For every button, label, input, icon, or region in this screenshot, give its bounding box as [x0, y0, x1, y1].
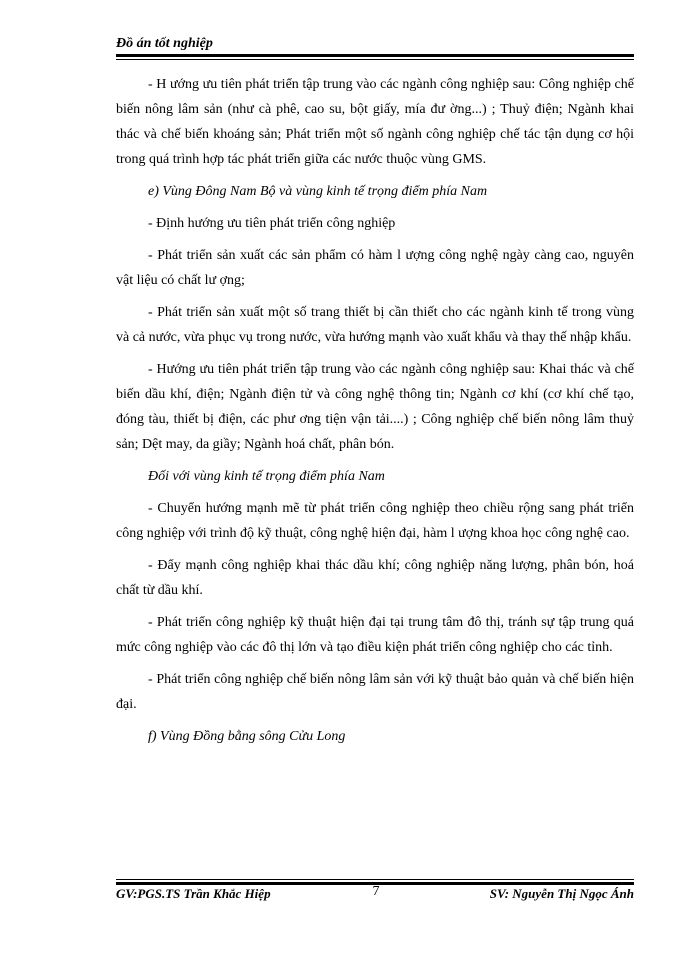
- paragraph: - Chuyển hướng mạnh mẽ từ phát triển công nghiệp theo chiều rộng sang phát triển công nghiệp với trình độ kỹ thuật, công nghệ hiện đại, hàm l ượng khoa học công nghệ cao.: [116, 501, 634, 541]
- paragraph: - Phát triển sản xuất các sản phẩm có hàm l ượng công nghệ ngày càng cao, nguyên vật liệu có chất lư ợng;: [116, 248, 634, 288]
- paragraph: - Định hướng ưu tiên phát triển công nghiệp: [148, 216, 396, 231]
- footer-student: SV: Nguyễn Thị Ngọc Ánh: [489, 886, 634, 901]
- paragraph: - Phát triển sản xuất một số trang thiết bị cần thiết cho các ngành kinh tế trong vùng và cả nước, vừa phục vụ trong nước, vừa hướng mạnh vào xuất khẩu và thay thế nhập khẩu.: [116, 305, 634, 345]
- paragraph: - H ướng ưu tiên phát triển tập trung vào các ngành công nghiệp sau: Công nghiệp chế biến nông lâm sản (như cà phê, cao su, bột giấy, mía đư ờng...) ; Thuỷ điện; Ngành khai thác và chế biến khoáng sản; Phát triển một số ngành công nghiệp chế tác tận dụng cơ hội trong quá trình hợp tác phát triển giữa các nước thuộc vùng GMS.: [116, 77, 634, 167]
- paragraph: - Đẩy mạnh công nghiệp khai thác dầu khí; công nghiệp năng lượng, phân bón, hoá chất từ dầu khí.: [116, 558, 634, 598]
- header-title: Đồ án tốt nghiệp: [116, 36, 213, 51]
- document-body: [116, 72, 634, 749]
- section-heading: e) Vùng Đông Nam Bộ và vùng kinh tế trọng điểm phía Nam: [148, 184, 488, 199]
- paragraph: - Phát triển công nghiệp kỹ thuật hiện đại tại trung tâm đô thị, tránh sự tập trung quá mức công nghiệp vào các đô thị lớn và tạo điều kiện phát triển công nghiệp cho các tỉnh.: [116, 615, 634, 655]
- section-heading: Đối với vùng kinh tế trọng điểm phía Nam: [148, 469, 385, 484]
- paragraph: - Phát triển công nghiệp chế biến nông lâm sản với kỹ thuật bảo quản và chế biến hiện đại.: [116, 672, 634, 712]
- header-rule: [116, 54, 634, 60]
- footer-instructor: GV:PGS.TS Trần Khắc Hiệp: [116, 886, 271, 901]
- section-heading: f) Vùng Đồng bằng sông Cửu Long: [148, 729, 346, 744]
- page-number: 7: [372, 884, 380, 899]
- footer: [116, 886, 634, 906]
- paragraph: - Hướng ưu tiên phát triển tập trung vào các ngành công nghiệp sau: Khai thác và chế biến dầu khí, điện; Ngành điện tử và công nghệ thông tin; Ngành cơ khí (cơ khí chế tạo, đóng tàu, thiết bị điện, các phư ơng tiện vận tải....) ; Công nghiệp chế biến nông lâm thuỷ sản; Dệt may, da giầy; Ngành hoá chất, phân bón.: [116, 362, 634, 452]
